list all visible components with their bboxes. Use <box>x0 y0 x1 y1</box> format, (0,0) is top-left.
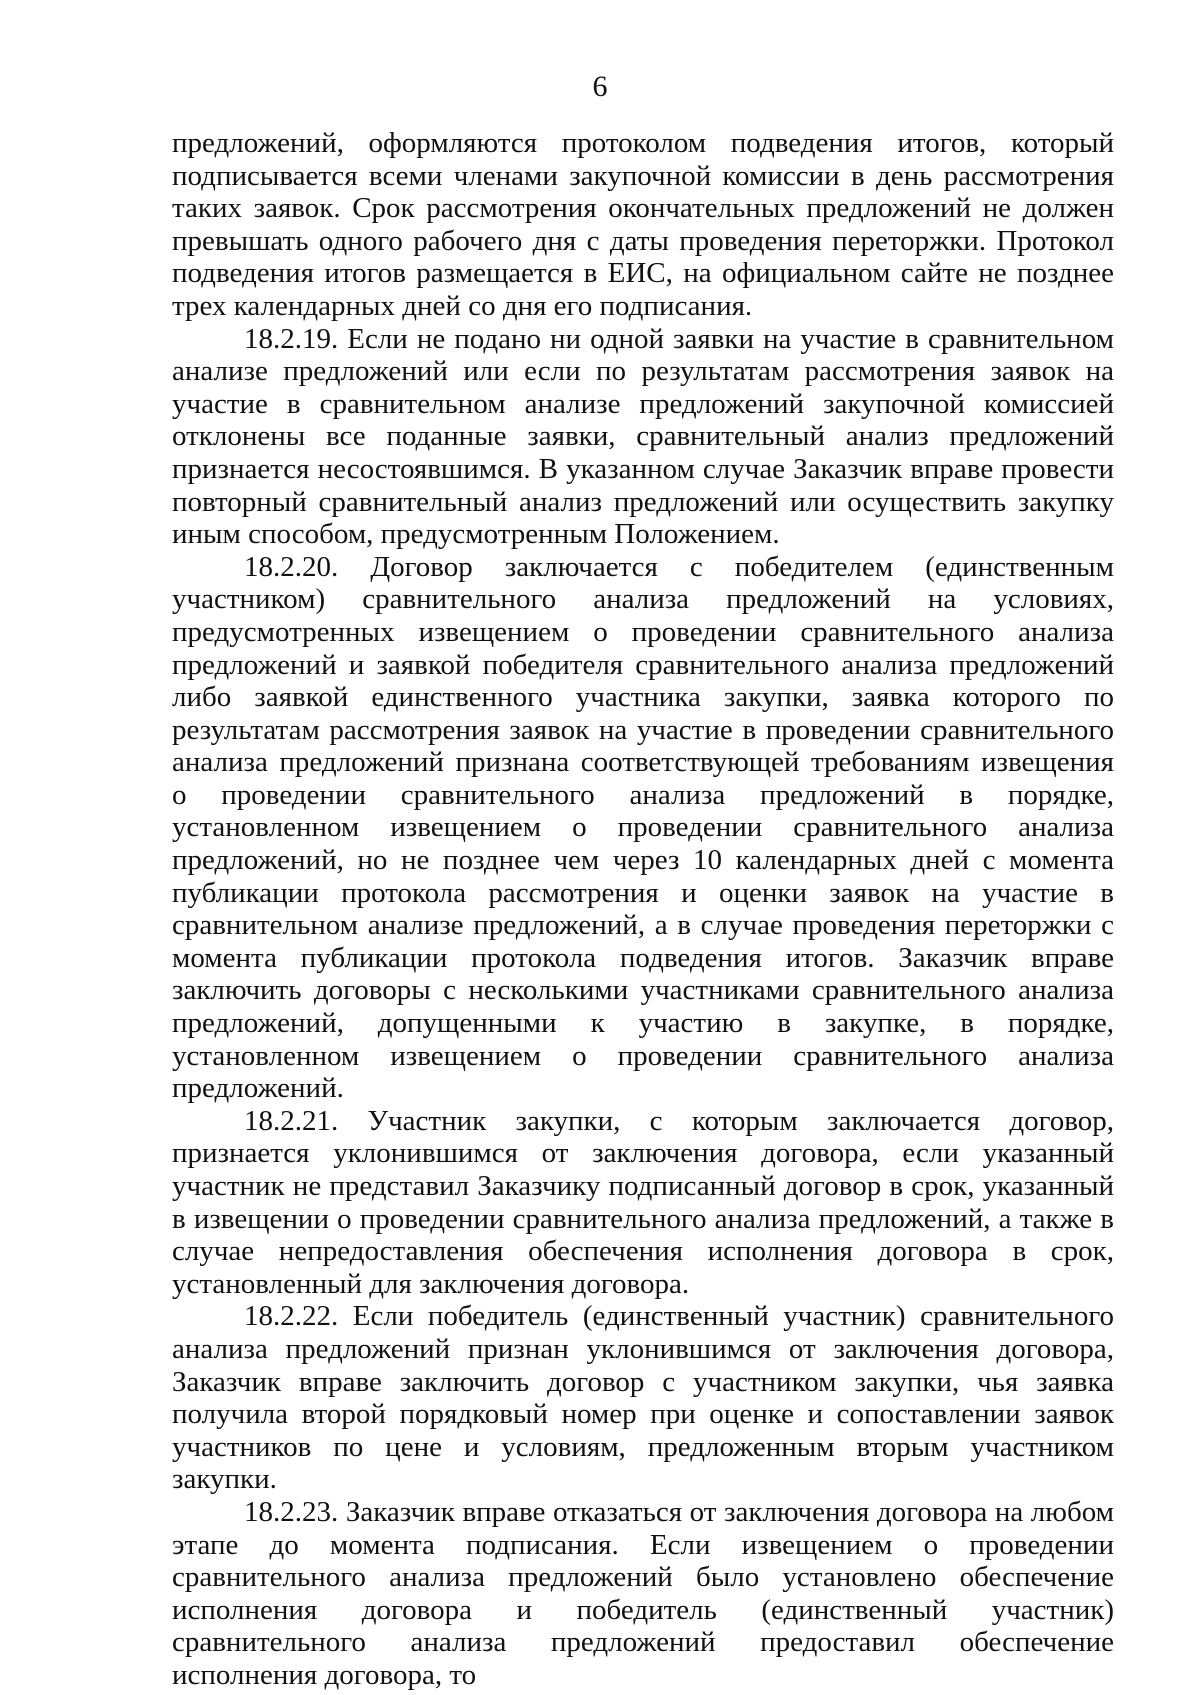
paragraph-text: Заказчик вправе отказаться от заключения договора на любом этапе до момента подписания. Если извещением о проведении сравнительного анализа предложений было установлено обеспечение исполнения договора и победитель (единственный участник) сравнительного анализа предложений предоставил обеспечение исполнения договора, то <box>172 1495 1115 1691</box>
paragraph-text: Если не подано ни одной заявки на участие в сравнительном анализе предложений или если по результатам рассмотрения заявок на участие в сравнительном анализе предложений закупочной комиссией отклонены все поданные заявки, сравнительный анализ предложений признается несостоявшимся. В указанном случае Заказчик вправе провести повторный сравнительный анализ предложений или осуществить закупку иным способом, предусмотренным Положением. <box>172 322 1114 551</box>
document-body <box>172 127 1114 1692</box>
paragraph-number: 18.2.23. <box>244 1495 339 1528</box>
paragraph-18-2-20 <box>172 551 1114 1105</box>
paragraph-text: Договор заключается с победителем (единственным участником) сравнительного анализа предложений на условиях, предусмотренных извещением о проведении сравнительного анализа предложений и заявкой победителя сравнительного анализа предложений либо заявкой единственного участника закупки, заявка которого по результатам рассмотрения заявок на участие в проведении сравнительного анализа предложений признана соответствующей требованиям извещения о проведении сравнительного анализа предложений в порядке, установленном извещением о проведении сравнительного анализа предложений, но не позднее чем через 10 календарных дней с момента публикации протокола рассмотрения и оценки заявок на участие в сравнительном анализе предложений, а в случае проведения переторжки с момента публикации протокола подведения итогов. Заказчик вправе заключить договоры с несколькими участниками сравнительного анализа предложений, допущенными к участию в закупке, в порядке, установленном извещением о проведении сравнительного анализа предложений. <box>172 550 1114 1105</box>
paragraph-continuation <box>172 127 1114 323</box>
paragraph-text: предложений, оформляются протоколом подведения итогов, который подписывается всеми членами закупочной комиссии в день рассмотрения таких заявок. Срок рассмотрения окончательных предложений не должен превышать одного рабочего дня с даты проведения переторжки. Протокол подведения итогов размещается в ЕИС, на официальном сайте не позднее трех календарных дней со дня его подписания. <box>172 127 1114 322</box>
paragraph-18-2-19 <box>172 323 1114 551</box>
paragraph-number: 18.2.19. <box>244 322 339 355</box>
paragraph-text: Если победитель (единственный участник) сравнительного анализа предложений признан уклонившимся от заключения договора, Заказчик вправе заключить договор с участником закупки, чья заявка получила второй порядковый номер при оценке и сопоставлении заявок участников по цене и условиям, предложенным вторым участником закупки. <box>172 1300 1114 1496</box>
paragraph-number: 18.2.21. <box>244 1104 339 1137</box>
paragraph-text: Участник закупки, с которым заключается договор, признается уклонившимся от заключения договора, если указанный участник не представил Заказчику подписанный договор в срок, указанный в извещении о проведении сравнительного анализа предложений, а также в случае непредоставления обеспечения исполнения договора в срок, установленный для заключения договора. <box>172 1104 1114 1300</box>
paragraph-number: 18.2.22. <box>244 1300 339 1333</box>
paragraph-18-2-22 <box>172 1300 1114 1496</box>
page-number: 6 <box>592 70 608 103</box>
paragraph-number: 18.2.20. <box>244 550 339 583</box>
paragraph-18-2-23 <box>172 1496 1114 1692</box>
paragraph-18-2-21 <box>172 1105 1114 1301</box>
